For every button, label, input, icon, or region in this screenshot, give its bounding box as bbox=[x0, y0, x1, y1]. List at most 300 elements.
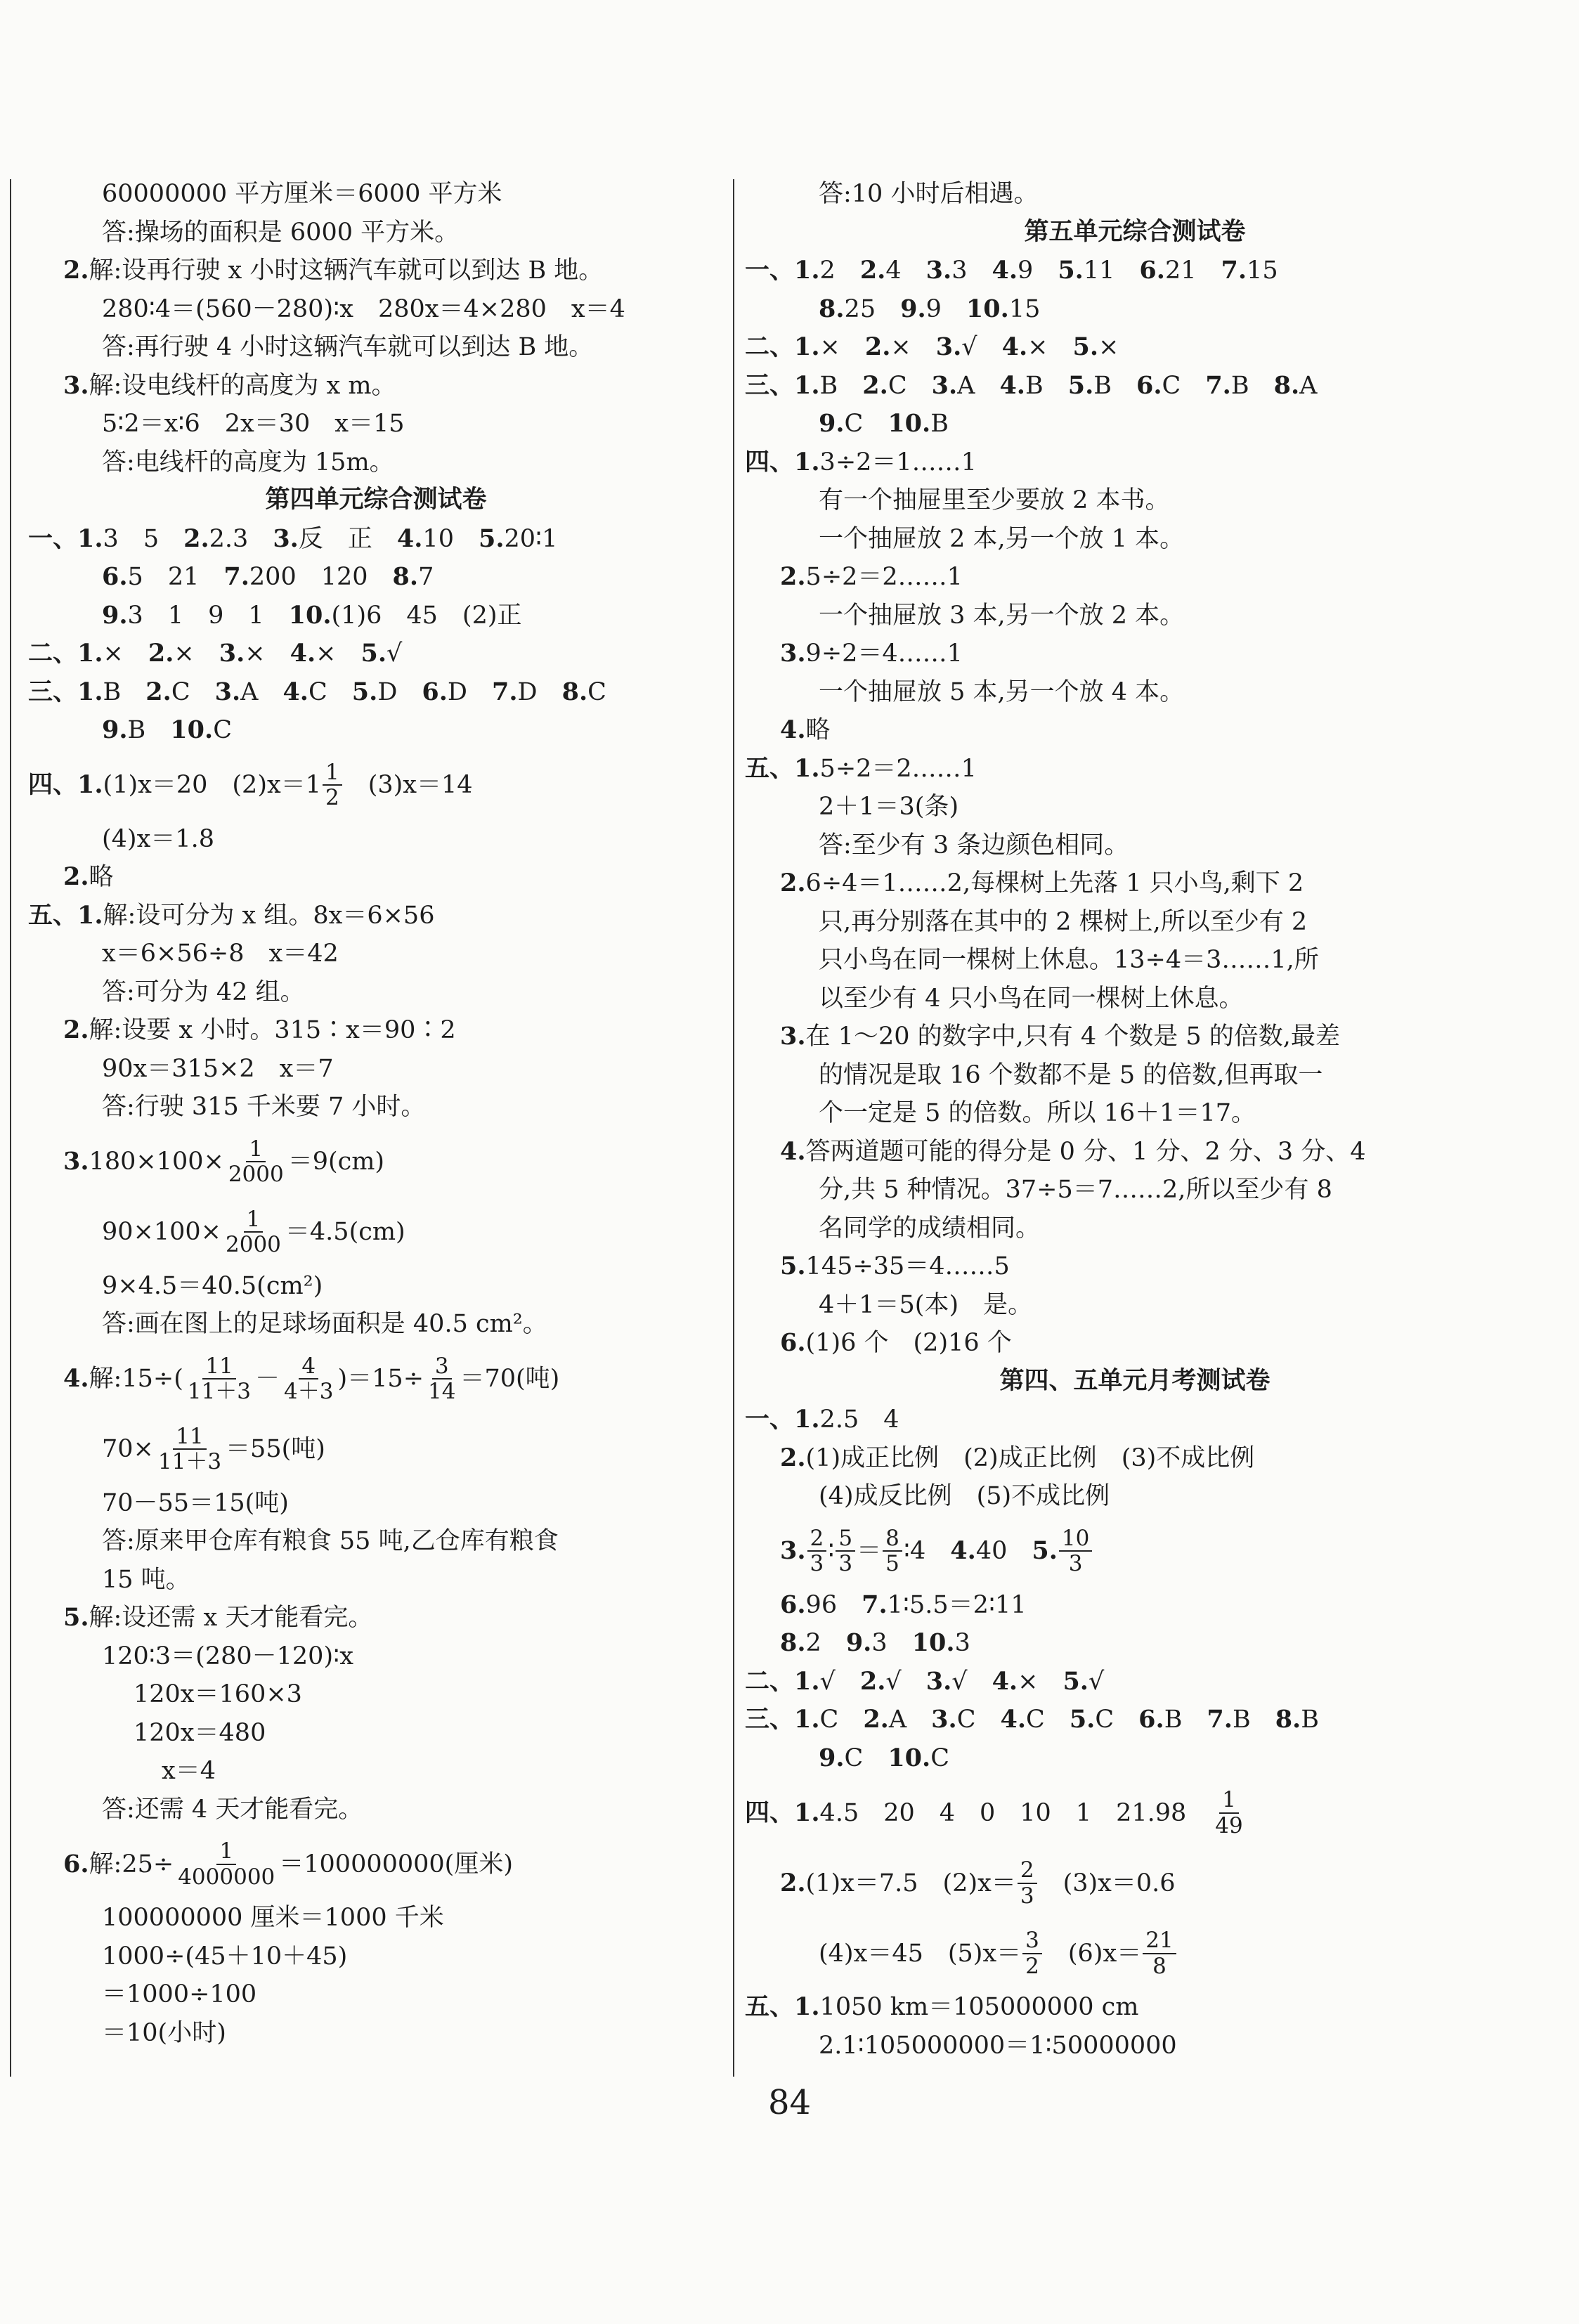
fraction-denominator: 5 bbox=[885, 1551, 899, 1576]
question-number: 2. bbox=[63, 256, 89, 285]
question-number: 6. bbox=[1139, 256, 1165, 285]
answer-text: (1)x＝7.5 (2)x＝ bbox=[805, 1869, 1016, 1897]
answer-text: D bbox=[377, 677, 422, 706]
fraction bbox=[226, 1137, 287, 1186]
answer-text: 120x＝480 bbox=[134, 1718, 266, 1747]
answer-text: 145÷35＝4……5 bbox=[805, 1252, 1010, 1281]
right-column bbox=[745, 174, 1525, 2064]
answer-text: 10 bbox=[422, 524, 479, 553]
fraction-denominator: 3 bbox=[1068, 1551, 1083, 1576]
answer-line bbox=[745, 634, 1525, 673]
answer-line bbox=[28, 213, 724, 252]
question-number: 10. bbox=[966, 294, 1009, 323]
answer-text: 答:画在图上的足球场面积是 40.5 cm²。 bbox=[102, 1310, 547, 1339]
fraction-numerator: 11 bbox=[173, 1424, 206, 1450]
question-number: 3. bbox=[931, 1705, 957, 1734]
answer-text: (3)x＝0.6 bbox=[1038, 1869, 1176, 1897]
fraction bbox=[185, 1354, 254, 1403]
question-number: 2. bbox=[780, 1868, 806, 1897]
question-number: 2. bbox=[862, 370, 888, 400]
question-number: 3. bbox=[214, 677, 241, 706]
answer-text: 15 bbox=[1247, 257, 1278, 285]
answer-line bbox=[745, 1093, 1525, 1132]
section-heading: 第五单元综合测试卷 bbox=[1024, 216, 1246, 246]
question-number: 4. bbox=[1000, 1705, 1027, 1734]
answer-text: 答两道题可能的得分是 0 分、1 分、2 分、3 分、4 bbox=[805, 1137, 1366, 1166]
answer-text: (1)x＝20 (2)x＝1 bbox=[103, 771, 321, 799]
fraction-denominator: 8 bbox=[1152, 1953, 1167, 1979]
question-number: 7. bbox=[1221, 256, 1247, 285]
column-divider bbox=[733, 179, 734, 2077]
fraction-numerator: 5 bbox=[836, 1526, 855, 1552]
answer-text: × bbox=[1027, 333, 1073, 362]
fraction bbox=[155, 1424, 224, 1474]
answer-text: C bbox=[930, 1744, 950, 1772]
answer-line bbox=[745, 1623, 1525, 1662]
answer-line bbox=[745, 1247, 1525, 1285]
question-number: 三、1. bbox=[28, 677, 103, 706]
answer-text: 9 bbox=[1018, 257, 1058, 285]
answer-text: 3 1 9 1 bbox=[127, 601, 289, 630]
answer-text: 120x＝160×3 bbox=[134, 1680, 302, 1709]
question-number: 7. bbox=[491, 677, 518, 706]
answer-line bbox=[745, 366, 1525, 405]
question-number: 6. bbox=[63, 1849, 89, 1878]
answer-line bbox=[28, 443, 724, 481]
answer-line bbox=[745, 1987, 1525, 2026]
question-number: 四、1. bbox=[745, 447, 820, 476]
fraction-denominator: 2000 bbox=[228, 1162, 284, 1187]
answer-line bbox=[745, 1209, 1525, 1247]
answer-text: 280∶4＝(560－280)∶x 280x＝4×280 x＝4 bbox=[102, 294, 625, 323]
question-number: 2. bbox=[148, 639, 174, 668]
answer-text: 9÷2＝4……1 bbox=[805, 640, 963, 668]
answer-text: 答:可分为 42 组。 bbox=[102, 978, 305, 1006]
answer-line bbox=[745, 443, 1525, 481]
question-number: 3. bbox=[780, 1022, 806, 1051]
answer-line bbox=[745, 1739, 1525, 1777]
answer-line bbox=[28, 1598, 724, 1637]
question-number: 5. bbox=[1067, 370, 1094, 400]
answer-text: B bbox=[819, 371, 863, 400]
fraction-denominator: 3 bbox=[810, 1551, 824, 1576]
answer-text: 5 21 bbox=[127, 563, 224, 592]
question-number: 2. bbox=[63, 862, 89, 892]
fraction-numerator: 2 bbox=[807, 1526, 827, 1552]
answer-text: (1)成正比例 (2)成正比例 (3)不成比例 bbox=[805, 1443, 1255, 1472]
question-number: 7. bbox=[1207, 1705, 1233, 1734]
answer-line bbox=[745, 404, 1525, 443]
answer-text: 一个抽屉放 3 本,另一个放 2 本。 bbox=[819, 601, 1185, 630]
answer-text: 解:设可分为 x 组。8x＝6×56 bbox=[103, 901, 435, 930]
answer-line bbox=[28, 2013, 724, 2052]
fraction-numerator: 2 bbox=[1018, 1858, 1037, 1883]
answer-text: B bbox=[1301, 1706, 1319, 1734]
answer-line bbox=[28, 934, 724, 973]
answer-text: 2 bbox=[805, 1629, 846, 1658]
answer-text: 2＋1＝3(条) bbox=[819, 793, 959, 822]
answer-text: － bbox=[255, 1365, 280, 1393]
answer-text: B bbox=[1230, 371, 1274, 400]
answer-text: ＝4.5(cm) bbox=[285, 1218, 405, 1246]
answer-text: × bbox=[316, 640, 361, 668]
fraction-denominator: 14 bbox=[428, 1379, 456, 1404]
answer-text: 略 bbox=[89, 863, 114, 892]
answer-text: 20∶1 bbox=[504, 524, 558, 553]
answer-text: ＝9(cm) bbox=[287, 1148, 385, 1176]
answer-text: 解:设电线杆的高度为 x m。 bbox=[89, 371, 396, 400]
fraction bbox=[1143, 1928, 1176, 1978]
question-number: 5. bbox=[1069, 1705, 1096, 1734]
answer-text: 答:10 小时后相遇。 bbox=[819, 180, 1039, 209]
answer-text: 70× bbox=[102, 1435, 154, 1463]
section-heading: 第四单元综合测试卷 bbox=[265, 485, 487, 514]
question-number: 五、1. bbox=[28, 900, 103, 930]
answer-text: B bbox=[1232, 1706, 1275, 1734]
question-number: 3. bbox=[780, 639, 806, 668]
answer-text: (3)x＝14 bbox=[343, 771, 473, 799]
answer-line bbox=[28, 634, 724, 673]
question-number: 2. bbox=[780, 1443, 806, 1472]
answer-text: √ bbox=[1089, 1667, 1105, 1696]
answer-text: B bbox=[1164, 1706, 1207, 1734]
answer-line bbox=[745, 1439, 1525, 1477]
answer-line bbox=[28, 1898, 724, 1937]
fraction-numerator: 4 bbox=[299, 1354, 318, 1380]
fraction-denominator: 2000 bbox=[226, 1232, 281, 1257]
answer-line bbox=[28, 1675, 724, 1713]
answer-text: (4)成反比例 (5)不成比例 bbox=[819, 1482, 1110, 1511]
fraction-numerator: 3 bbox=[1022, 1928, 1042, 1954]
question-number: 2. bbox=[780, 562, 806, 592]
answer-text: 答:电线杆的高度为 15m。 bbox=[102, 448, 394, 476]
fraction-denominator: 2 bbox=[1025, 1953, 1039, 1979]
question-number: 9. bbox=[819, 409, 845, 439]
question-number: 三、1. bbox=[745, 370, 820, 400]
answer-line bbox=[28, 1196, 724, 1266]
answer-text: B bbox=[127, 716, 171, 745]
answer-line bbox=[28, 1790, 724, 1829]
answer-line bbox=[745, 327, 1525, 366]
question-number: 6. bbox=[780, 1590, 806, 1619]
answer-text: C bbox=[819, 1706, 864, 1734]
fraction-numerator: 21 bbox=[1143, 1928, 1176, 1954]
answer-text: 21 bbox=[1164, 257, 1221, 285]
answer-text: A bbox=[888, 1706, 932, 1734]
answer-text: 答:操场的面积是 6000 平方米。 bbox=[102, 218, 460, 247]
question-number: 4. bbox=[992, 256, 1018, 285]
answer-text: A bbox=[1299, 371, 1318, 400]
answer-text: 70－55＝15(吨) bbox=[102, 1488, 289, 1517]
answer-text: B bbox=[1025, 371, 1068, 400]
question-number: 5. bbox=[63, 1603, 89, 1632]
answer-line bbox=[745, 902, 1525, 941]
answer-line bbox=[28, 557, 724, 596]
fraction bbox=[425, 1354, 458, 1403]
answer-text: 40 bbox=[975, 1537, 1032, 1565]
answer-text: ＝ bbox=[857, 1537, 882, 1565]
answer-text: C bbox=[844, 410, 888, 439]
fraction bbox=[1059, 1526, 1092, 1576]
answer-text: C bbox=[1095, 1706, 1139, 1734]
answer-text: C bbox=[844, 1744, 888, 1772]
fraction-denominator: 2 bbox=[325, 785, 339, 810]
question-number: 9. bbox=[102, 715, 128, 745]
answer-text: √ bbox=[885, 1667, 926, 1696]
answer-text: 个一定是 5 的倍数。所以 16＋1＝17。 bbox=[819, 1099, 1256, 1128]
answer-line bbox=[28, 1751, 724, 1790]
question-number: 二、1. bbox=[745, 1666, 820, 1696]
question-number: 3. bbox=[931, 370, 958, 400]
answer-text: 2.1∶105000000＝1∶50000000 bbox=[819, 2031, 1177, 2060]
question-number: 2. bbox=[863, 1705, 889, 1734]
question-number: 一、1. bbox=[745, 1405, 820, 1434]
answer-text: 25 bbox=[844, 294, 901, 323]
question-number: 9. bbox=[900, 294, 926, 323]
answer-text: √ bbox=[961, 333, 1002, 362]
answer-text: C bbox=[888, 371, 932, 400]
answer-text: 名同学的成绩相同。 bbox=[819, 1214, 1041, 1242]
answer-text: C bbox=[1162, 371, 1206, 400]
answer-line bbox=[745, 749, 1525, 788]
answer-line bbox=[28, 290, 724, 328]
answer-line bbox=[28, 1637, 724, 1675]
answer-text: 96 bbox=[805, 1590, 862, 1619]
answer-text: 答:行驶 315 千米要 7 小时。 bbox=[102, 1093, 426, 1122]
answer-text: 9 bbox=[925, 294, 966, 323]
question-number: 6. bbox=[102, 562, 128, 592]
question-number: 4. bbox=[396, 524, 423, 553]
question-number: 3. bbox=[780, 1536, 806, 1565]
answer-line bbox=[745, 1323, 1525, 1362]
answer-line bbox=[745, 1777, 1525, 1847]
answer-line bbox=[745, 673, 1525, 711]
answer-line bbox=[28, 1975, 724, 2013]
question-number: 8. bbox=[1275, 1705, 1301, 1734]
answer-line bbox=[28, 1126, 724, 1196]
answer-line bbox=[745, 557, 1525, 596]
answer-line bbox=[745, 864, 1525, 902]
question-number: 8. bbox=[561, 677, 588, 706]
question-number: 4. bbox=[999, 370, 1025, 400]
fraction-denominator: 11＋3 bbox=[157, 1449, 222, 1474]
answer-text: B bbox=[103, 677, 146, 706]
answer-line bbox=[745, 940, 1525, 979]
answer-text: 一个抽屉放 5 本,另一个放 4 本。 bbox=[819, 677, 1185, 706]
answer-text: ＝1000÷100 bbox=[102, 1980, 257, 2009]
answer-line bbox=[745, 710, 1525, 749]
fraction-numerator: 8 bbox=[883, 1526, 902, 1552]
question-number: 4. bbox=[1001, 332, 1028, 362]
fraction bbox=[323, 760, 342, 810]
question-number: 10. bbox=[888, 409, 931, 439]
question-number: 4. bbox=[992, 1666, 1018, 1696]
answer-line bbox=[745, 2026, 1525, 2065]
question-number: 5. bbox=[1072, 332, 1099, 362]
question-number: 3. bbox=[63, 370, 89, 400]
answer-text: 解:15÷( bbox=[89, 1365, 183, 1393]
question-number: 2. bbox=[780, 869, 806, 898]
question-number: 6. bbox=[1138, 1705, 1164, 1734]
answer-line bbox=[28, 1087, 724, 1126]
left-column bbox=[28, 174, 724, 2051]
answer-text: (4)x＝45 (5)x＝ bbox=[819, 1939, 1022, 1968]
answer-line bbox=[745, 251, 1525, 290]
answer-text: (1)6 45 (2)正 bbox=[331, 601, 522, 630]
fraction bbox=[1212, 1788, 1245, 1837]
question-number: 6. bbox=[780, 1328, 806, 1358]
answer-text: 在 1～20 的数字中,只有 4 个数是 5 的倍数,最差 bbox=[805, 1023, 1340, 1051]
answer-text: C bbox=[171, 677, 215, 706]
fraction-numerator: 1 bbox=[1219, 1788, 1239, 1813]
answer-line bbox=[28, 710, 724, 749]
fraction-denominator: 3 bbox=[1020, 1883, 1034, 1909]
fraction-denominator: 11＋3 bbox=[187, 1379, 252, 1404]
question-number: 三、1. bbox=[745, 1705, 820, 1734]
answer-text: ＝100000000(厘米) bbox=[279, 1850, 513, 1878]
answer-text: 4.5 20 4 0 10 1 21.98 bbox=[819, 1798, 1211, 1827]
left-margin-rule bbox=[10, 179, 11, 2077]
answer-text: 200 120 bbox=[249, 563, 393, 592]
fraction bbox=[883, 1526, 902, 1576]
answer-text: 解:设再行驶 x 小时这辆汽车就可以到达 B 地。 bbox=[89, 257, 604, 285]
answer-text: )＝15÷ bbox=[337, 1365, 424, 1393]
answer-line bbox=[745, 826, 1525, 864]
answer-text: 只小鸟在同一棵树上休息。13÷4＝3……1,所 bbox=[819, 946, 1319, 975]
answer-text: 90×100× bbox=[102, 1218, 221, 1246]
answer-line bbox=[745, 1585, 1525, 1624]
answer-text: 2.5 4 bbox=[819, 1406, 899, 1434]
answer-text: 解:25÷ bbox=[89, 1850, 174, 1878]
fraction-numerator: 1 bbox=[323, 760, 342, 786]
fraction-denominator: 4＋3 bbox=[284, 1379, 334, 1404]
answer-line bbox=[28, 174, 724, 213]
question-number: 3. bbox=[925, 1666, 952, 1696]
answer-text: 3 bbox=[871, 1629, 912, 1658]
question-number: 8. bbox=[1273, 370, 1300, 400]
answer-line bbox=[745, 519, 1525, 558]
question-number: 2. bbox=[859, 256, 886, 285]
answer-line bbox=[745, 1170, 1525, 1209]
question-number: 9. bbox=[819, 1743, 845, 1772]
answer-text: 1050 km＝105000000 cm bbox=[819, 1993, 1139, 2022]
answer-text: 180×100× bbox=[89, 1148, 224, 1176]
question-number: 7. bbox=[862, 1590, 888, 1619]
answer-line bbox=[28, 519, 724, 558]
fraction bbox=[1018, 1858, 1037, 1907]
question-number: 8. bbox=[780, 1628, 806, 1658]
question-number: 3. bbox=[63, 1147, 89, 1176]
question-number: 6. bbox=[422, 677, 448, 706]
answer-text: × bbox=[245, 640, 290, 668]
question-number: 10. bbox=[170, 715, 214, 745]
answer-line bbox=[28, 1713, 724, 1752]
answer-text: 以至少有 4 只小鸟在同一棵树上休息。 bbox=[819, 984, 1244, 1013]
answer-text: 4 bbox=[885, 257, 926, 285]
answer-line bbox=[28, 1343, 724, 1413]
question-number: 8. bbox=[819, 294, 845, 323]
question-number: 10. bbox=[911, 1628, 955, 1658]
answer-line bbox=[28, 896, 724, 935]
answer-line bbox=[745, 787, 1525, 826]
answer-text: 1000÷(45＋10＋45) bbox=[102, 1942, 348, 1971]
fraction-numerator: 1 bbox=[216, 1839, 236, 1864]
answer-text: ∶4 bbox=[903, 1537, 951, 1565]
question-number: 9. bbox=[845, 1628, 872, 1658]
answer-line bbox=[28, 1266, 724, 1305]
answer-line bbox=[745, 1400, 1525, 1439]
answer-text: 5÷2＝2……1 bbox=[819, 754, 977, 783]
answer-text: 3÷2＝1……1 bbox=[819, 448, 977, 476]
section-heading: 第四、五单元月考测试卷 bbox=[999, 1365, 1271, 1395]
answer-text: 100000000 厘米＝1000 千米 bbox=[102, 1904, 444, 1933]
question-number: 10. bbox=[888, 1743, 931, 1772]
answer-text: 答:至少有 3 条边颜色相同。 bbox=[819, 831, 1129, 859]
answer-text: 分,共 5 种情况。37÷5＝7……2,所以至少有 8 bbox=[819, 1176, 1332, 1205]
answer-text: 5÷2＝2……1 bbox=[805, 563, 963, 592]
question-number: 8. bbox=[392, 562, 419, 592]
question-number: 五、1. bbox=[745, 753, 820, 783]
answer-text: √ bbox=[819, 1667, 860, 1696]
question-number: 7. bbox=[223, 562, 249, 592]
answer-text: 有一个抽屉里至少要放 2 本书。 bbox=[819, 486, 1170, 515]
question-number: 5. bbox=[360, 639, 387, 668]
answer-text: √ bbox=[386, 640, 403, 668]
answer-line bbox=[28, 1937, 724, 1975]
answer-text: 答:还需 4 天才能看完。 bbox=[102, 1795, 363, 1824]
question-number: 5. bbox=[780, 1252, 806, 1281]
answer-text: C bbox=[1026, 1706, 1070, 1734]
answer-text: ＝10(小时) bbox=[102, 2018, 226, 2047]
answer-line bbox=[28, 1304, 724, 1343]
question-number: 4. bbox=[63, 1364, 89, 1393]
question-number: 4. bbox=[780, 715, 806, 745]
answer-text: 7 bbox=[418, 563, 434, 592]
answer-line bbox=[28, 857, 724, 896]
answer-line bbox=[745, 1056, 1525, 1094]
fraction-denominator: 4000000 bbox=[178, 1864, 275, 1890]
answer-text: 15 吨。 bbox=[102, 1565, 190, 1594]
answer-text: 3 bbox=[954, 1629, 970, 1658]
answer-text: × bbox=[1018, 1667, 1063, 1696]
question-number: 4. bbox=[282, 677, 308, 706]
answer-text: 略 bbox=[805, 716, 831, 745]
answer-line bbox=[28, 1828, 724, 1898]
answer-text: C bbox=[308, 677, 352, 706]
answer-line bbox=[745, 1476, 1525, 1515]
answer-text: D bbox=[447, 677, 492, 706]
fraction-denominator: 3 bbox=[838, 1551, 853, 1576]
answer-line bbox=[28, 1049, 724, 1088]
answer-line bbox=[745, 1847, 1525, 1917]
question-number: 3. bbox=[273, 524, 299, 553]
question-number: 4. bbox=[780, 1136, 806, 1166]
answer-text: 一个抽屉放 2 本,另一个放 1 本。 bbox=[819, 524, 1185, 553]
answer-line bbox=[28, 251, 724, 290]
answer-line bbox=[28, 366, 724, 405]
answer-text: A bbox=[957, 371, 1000, 400]
answer-text: 9×4.5＝40.5(cm²) bbox=[102, 1271, 323, 1300]
answer-text: x＝6×56÷8 x＝42 bbox=[102, 940, 339, 968]
answer-text: B bbox=[1093, 371, 1136, 400]
fraction-numerator: 11 bbox=[202, 1354, 235, 1380]
answer-text: (1)6 个 (2)16 个 bbox=[805, 1329, 1012, 1358]
answer-text: 1∶5.5＝2∶11 bbox=[887, 1590, 1027, 1619]
question-number: 3. bbox=[219, 639, 245, 668]
answer-line bbox=[745, 290, 1525, 328]
question-number: 2. bbox=[864, 332, 891, 362]
answer-line bbox=[28, 819, 724, 858]
